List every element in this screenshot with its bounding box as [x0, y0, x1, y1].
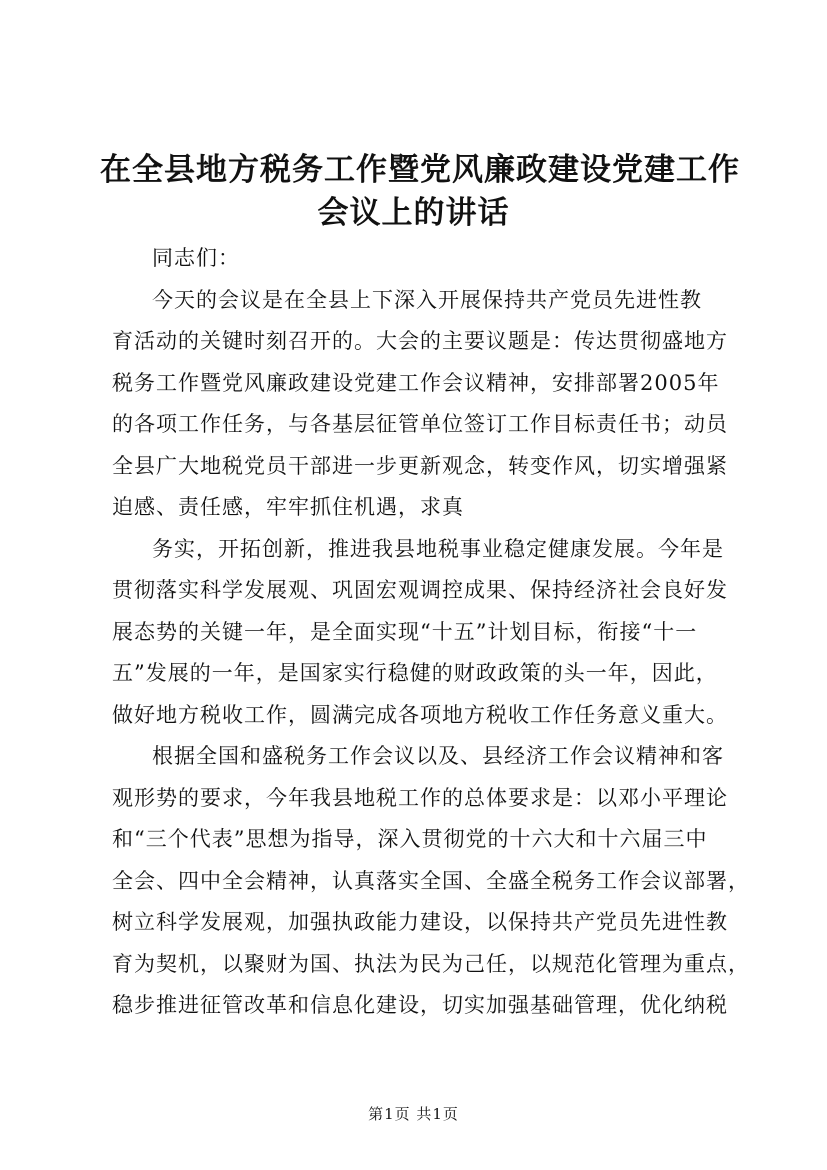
page-footer: 第1页 共1页	[368, 1105, 459, 1123]
paragraph-line: 做好地方税收工作，圆满完成各项地方税收工作任务意义重大。	[112, 703, 728, 727]
paragraph-line: 稳步推进征管改革和信息化建设，切实加强基础管理，优化纳税	[112, 993, 728, 1017]
paragraph-line: 树立科学发展观，加强执政能力建设，以保持共产党员先进性教	[112, 910, 728, 934]
paragraph-line: 全县广大地税党员干部进一步更新观念，转变作风，切实增强紧	[112, 454, 728, 478]
paragraph-line: 和“三个代表”思想为指导，深入贯彻党的十六大和十六届三中	[112, 827, 708, 851]
paragraph-line: 今天的会议是在全县上下深入开展保持共产党员先进性教	[152, 288, 702, 312]
document-title-line-2: 会议上的讲话	[317, 195, 510, 231]
paragraph-line: 展态势的关键一年，是全面实现“十五”计划目标，衔接“十一	[112, 620, 698, 644]
paragraph-line: 育为契机，以聚财为国、执法为民为己任，以规范化管理为重点，	[112, 952, 750, 976]
document-title-line-1: 在全县地方税务工作暨党风廉政建设党建工作	[100, 152, 740, 188]
paragraph-line: 迫感、责任感，牢牢抓住机遇，求真	[112, 495, 464, 519]
paragraph-line: 育活动的关键时刻召开的。大会的主要议题是：传达贯彻盛地方	[112, 329, 728, 353]
paragraph-line: 的各项工作任务，与各基层征管单位签订工作目标责任书；动员	[112, 412, 728, 436]
paragraph-line: 务实，开拓创新，推进我县地税事业稳定健康发展。今年是	[152, 537, 724, 561]
paragraph-line: 五”发展的一年，是国家实行稳健的财政政策的头一年，因此，	[112, 661, 718, 685]
paragraph-line: 根据全国和盛税务工作会议以及、县经济工作会议精神和客	[152, 744, 724, 768]
paragraph-line: 全会、四中全会精神，认真落实全国、全盛全税务工作会议部署，	[112, 869, 750, 893]
paragraph-line: 观形势的要求，今年我县地税工作的总体要求是：以邓小平理论	[112, 786, 728, 810]
paragraph-line: 税务工作暨党风廉政建设党建工作会议精神，安排部署2005年	[112, 371, 720, 395]
paragraph-line: 贯彻落实科学发展观、巩固宏观调控成果、保持经济社会良好发	[112, 578, 728, 602]
salutation: 同志们：	[152, 246, 240, 270]
